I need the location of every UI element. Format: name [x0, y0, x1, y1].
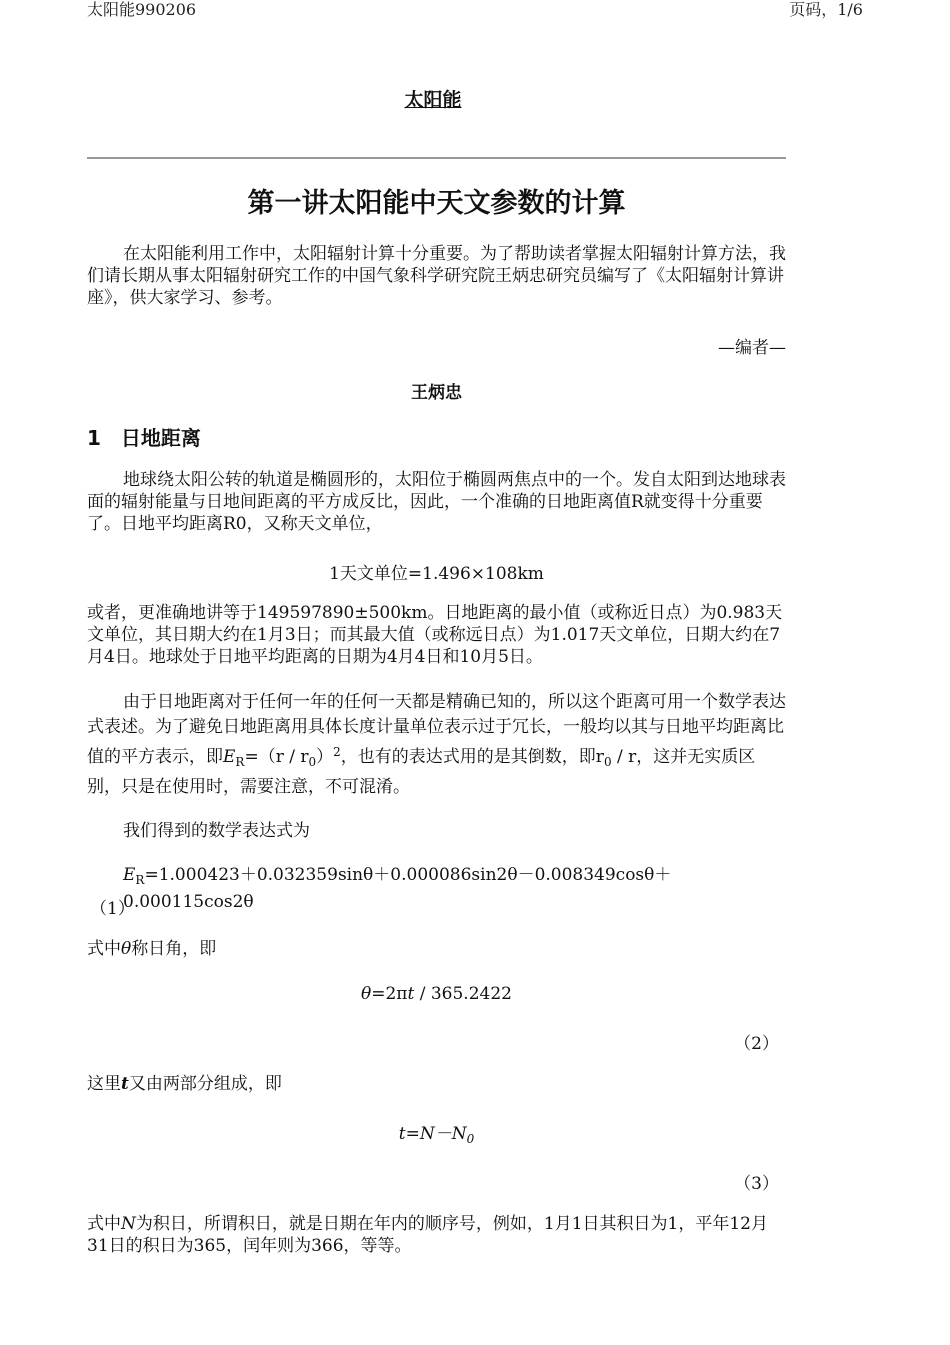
heading-title: 日地距离 [120, 426, 201, 450]
header-page-number: 页码，1/6 [789, 0, 863, 19]
equation-1-number: （1） [90, 899, 135, 919]
equation-2 [87, 984, 786, 1004]
t-text-1: 这里 [87, 1074, 121, 1094]
heading-number: 1 [87, 426, 101, 450]
eq2-lhs: θ [361, 984, 372, 1004]
day-number-text-2: 为积日，所谓积日，就是日期在年内的顺序号，例如，1月1日其积日为1，平年12月31日的积日为365，闰年则为366，等等。 [87, 1214, 768, 1256]
equation-3 [87, 1119, 786, 1146]
t-symbol: t [121, 1074, 129, 1094]
eq1-rhs: =1.000423＋0.032359sinθ＋0.000086sin2θ－0.008349cosθ＋0.000115cos2θ [123, 865, 672, 912]
theta-symbol: θ [121, 939, 132, 959]
equation-3-number: （3） [734, 1174, 779, 1194]
solar-angle-text-1: 式中 [87, 939, 121, 959]
ratio-close: ） [316, 747, 334, 767]
author-name: 王炳忠 [411, 383, 462, 403]
equation-1 [123, 864, 793, 913]
n-symbol: N [121, 1214, 136, 1234]
solar-angle-text-2: 称日角，即 [131, 939, 217, 959]
equation-2-number: （2） [734, 1034, 779, 1054]
eq3-text: t=N－N [398, 1124, 467, 1144]
lecture-title: 第一讲太阳能中天文参数的计算 [247, 188, 626, 219]
paragraph-t-components [87, 1073, 786, 1095]
eq3-subscript: 0 [466, 1132, 475, 1146]
eq2-rhs-mid: =2π [371, 984, 408, 1004]
day-number-text-1: 式中 [87, 1214, 121, 1234]
paragraph-orbit: 地球绕太阳公转的轨道是椭圆形的，太阳位于椭圆两焦点中的一个。发自太阳到达地球表面的辐射能量与日地间距离的平方成反比，因此，一个准确的日地距离值R就变得十分重要了。日地平均距离R0，又称天文单位， [87, 470, 786, 534]
ratio-text-1: 由于日地距离对于任何一年的任何一天都是精确已知的，所以这个距离可用一个数学表达式表述。为了避免日地距离用具体长度计量单位表示过于冗长，一般均以其与日地平均距离比值的平方表示，即 [87, 692, 786, 767]
ratio-text-3: / r，这并无实质区别，只是在使用时，需要注意，不可混淆。 [87, 747, 756, 797]
paragraph-distance-values: 或者，更准确地讲等于149597890±500km。日地距离的最小值（或称近日点）为0.983天文单位，其日期大约在1月3日；而其最大值（或称远日点）为1.017天文单位，日期大约在7月4日。地球处于日地平均距离的日期为4月4日和10月5日。 [87, 603, 783, 667]
ratio-subscript: 0 [308, 755, 317, 769]
ratio-power: 2 [333, 745, 341, 759]
editor-note: —编者— [718, 338, 786, 358]
er-subscript: R [235, 755, 245, 769]
inverse-subscript: 0 [603, 755, 612, 769]
section-heading-1 [87, 422, 201, 451]
header-left-text: 太阳能990206 [87, 0, 197, 19]
eq1-lhs-subscript: R [135, 873, 145, 887]
paragraph-solar-angle [87, 938, 786, 960]
section-title: 太阳能 [404, 89, 462, 111]
paragraph-day-number [87, 1213, 786, 1257]
er-symbol: E [223, 747, 236, 767]
astronomical-unit-line: 1天文单位=1.496×108km [329, 564, 544, 584]
paragraph-expression-intro: 我们得到的数学表达式为 [123, 821, 310, 841]
paragraph-ratio [87, 690, 786, 800]
eq2-t: t [407, 984, 415, 1004]
eq1-lhs: E [123, 865, 136, 885]
intro-paragraph: 在太阳能利用工作中，太阳辐射计算十分重要。为了帮助读者掌握太阳辐射计算方法，我们请长期从事太阳辐射研究工作的中国气象科学研究院王炳忠研究员编写了《太阳辐射计算讲座》，供大家学习、参考。 [87, 244, 786, 308]
ratio-open: =（r / r [244, 747, 309, 767]
t-text-2: 又由两部分组成，即 [128, 1074, 282, 1094]
ratio-text-2: ，也有的表达式用的是其倒数，即r [340, 747, 604, 767]
eq2-rhs-end: / 365.2422 [414, 984, 512, 1004]
horizontal-divider [87, 157, 786, 159]
